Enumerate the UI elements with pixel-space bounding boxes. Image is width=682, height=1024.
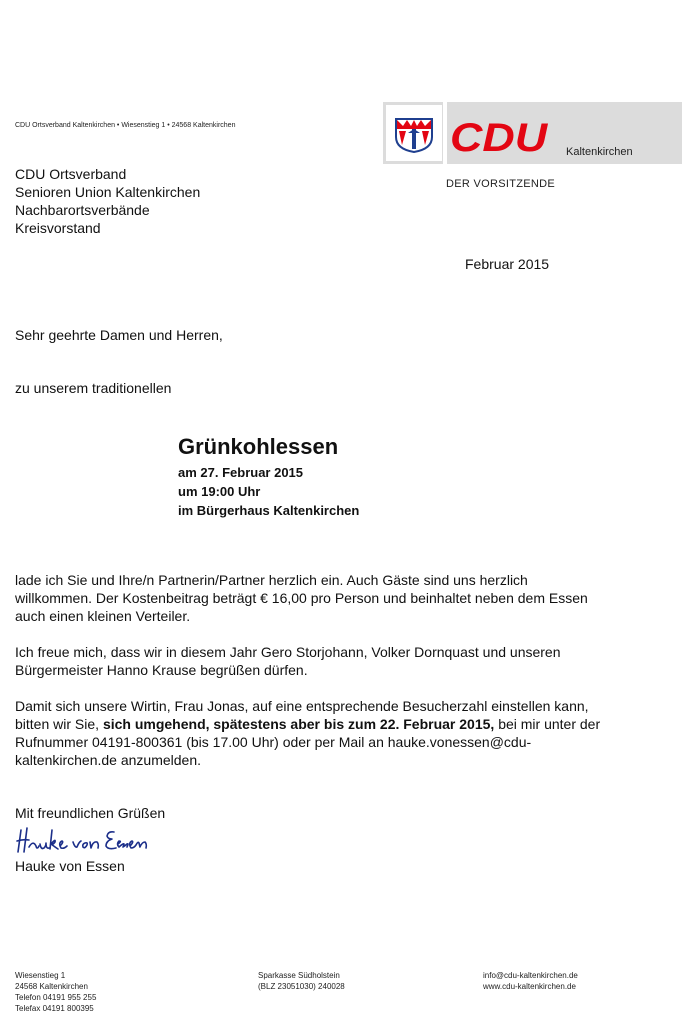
footer-line: 24568 Kaltenkirchen <box>15 982 88 991</box>
event-title: Grünkohlessen <box>178 434 339 459</box>
rsvp-paragraph <box>15 697 605 769</box>
handwritten-signature <box>15 822 150 863</box>
footer-line: Telefax 04191 800395 <box>15 1004 94 1013</box>
intro-line: zu unserem traditionellen <box>15 380 172 396</box>
crest-panel <box>386 105 442 161</box>
sender-return-address: CDU Ortsverband Kaltenkirchen • Wiesenstieg 1 • 24568 Kaltenkirchen <box>15 122 236 129</box>
footer-line: (BLZ 23051030) 240028 <box>258 982 345 991</box>
cdu-logo: CDU <box>450 116 548 160</box>
footer-email: info@cdu-kaltenkirchen.de <box>483 971 578 980</box>
footer-line: Telefon 04191 955 255 <box>15 993 97 1002</box>
logo-place-name: Kaltenkirchen <box>566 146 633 158</box>
kaltenkirchen-coat-of-arms-icon <box>394 117 434 153</box>
footer-contact <box>483 970 578 992</box>
rsvp-text-end: bei mir unter der Rufnummer 04191-800361 (bis 17.00 Uhr) oder per Mail an hauke.vonessen@cdu-kaltenkirchen.de anzumelden. <box>15 716 601 768</box>
closing-phrase: Mit freundlichen Grüßen <box>15 805 166 821</box>
event-details <box>178 463 359 520</box>
sender-role: DER VORSITZENDE <box>446 178 556 190</box>
footer-line: Wiesenstieg 1 <box>15 971 66 980</box>
letter-date: Februar 2015 <box>465 256 550 272</box>
recipient-line: Senioren Union Kaltenkirchen <box>15 184 201 200</box>
footer-line: Sparkasse Südholstein <box>258 971 340 980</box>
salutation: Sehr geehrte Damen und Herren, <box>15 327 223 343</box>
letterhead-divider <box>443 102 447 164</box>
footer-website: www.cdu-kaltenkirchen.de <box>483 982 576 991</box>
recipient-block <box>15 165 200 237</box>
rsvp-deadline: sich umgehend, spätestens aber bis zum 22. Februar 2015, <box>102 716 495 732</box>
footer-address <box>15 970 96 1014</box>
guests-paragraph: Ich freue mich, dass wir in diesem Jahr Gero Storjohann, Volker Dornquast und unseren Bürgermeister Hanno Krause begrüßen dürfen. <box>15 644 561 678</box>
signer-name: Hauke von Essen <box>15 858 125 874</box>
footer-bank <box>258 970 345 992</box>
event-date: am 27. Februar 2015 <box>178 465 304 480</box>
recipient-line: CDU Ortsverband <box>15 166 127 182</box>
event-location: im Bürgerhaus Kaltenkirchen <box>178 503 360 518</box>
rsvp-text-start: Damit sich unsere Wirtin, Frau Jonas, auf eine entsprechende Besucherzahl einstellen kann, bitten wir Sie, <box>15 698 589 732</box>
invite-paragraph: lade ich Sie und Ihre/n Partnerin/Partner herzlich ein. Auch Gäste sind uns herzlich willkommen. Der Kostenbeitrag beträgt € 16,00 pro Person und beinhaltet neben dem Essen auch einen kleinen Verteiler. <box>15 572 588 624</box>
recipient-line: Kreisvorstand <box>15 220 101 236</box>
event-time: um 19:00 Uhr <box>178 484 261 499</box>
recipient-line: Nachbarortsverbände <box>15 202 150 218</box>
